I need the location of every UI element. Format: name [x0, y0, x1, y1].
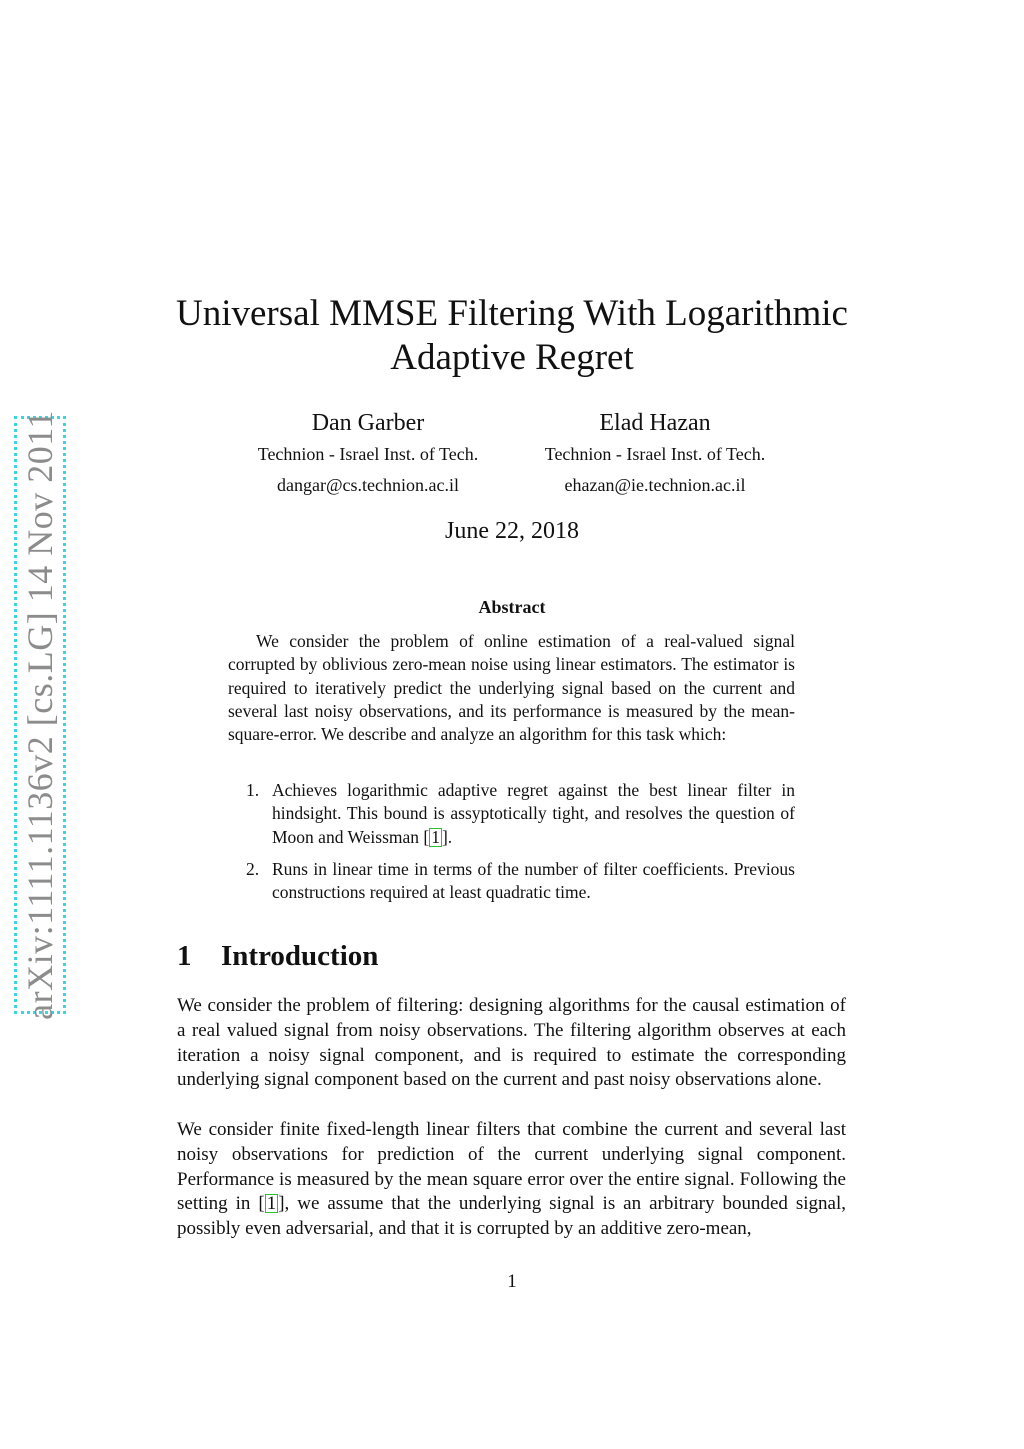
- paper-title: [0, 292, 1024, 380]
- intro-paragraph-2: [177, 1118, 846, 1242]
- abstract-list: [228, 779, 795, 913]
- list-item: [228, 858, 795, 905]
- author-block: [505, 408, 805, 496]
- title-line-1: Universal MMSE Filtering With Logarithmic: [176, 293, 848, 334]
- list-item-text: Runs in linear time in terms of the number of filter coefficients. Previous constructions required at least quadratic time.: [272, 858, 795, 903]
- author-email[interactable]: ehazan@ie.technion.ac.il: [564, 475, 746, 495]
- author-affiliation: Technion - Israel Inst. of Tech.: [544, 444, 766, 464]
- citation-link[interactable]: 1: [431, 826, 440, 847]
- author-name: Dan Garber: [311, 410, 425, 436]
- list-item: [228, 779, 795, 849]
- arxiv-identifier[interactable]: arXiv:1111.1136v2 [cs.LG] 14 Nov 2011: [20, 410, 60, 1020]
- list-number: 1.: [246, 780, 260, 800]
- list-item-text: Achieves logarithmic adaptive regret against the best linear filter in hindsight. This bound is assyptotically tight, and resolves the question of Moon and Weissman [: [272, 780, 795, 847]
- paper-date: June 22, 2018: [445, 518, 579, 544]
- section-title: Introduction: [221, 940, 379, 972]
- title-line-2: Adaptive Regret: [390, 337, 634, 378]
- page-number: 1: [507, 1271, 517, 1292]
- abstract-heading: Abstract: [478, 597, 546, 617]
- paragraph-text-end: ], we assume that the underlying signal is an arbitrary bounded signal, possibly even adversarial, and that it is corrupted by an additive zero-mean,: [177, 1193, 846, 1240]
- citation-link[interactable]: 1: [266, 1193, 277, 1215]
- paragraph-text: We consider finite fixed-length linear filters that combine the current and several last noisy observations for prediction of the current underlying signal component. Performance is measured by the mean square error over the entire signal. Following the setting in [: [177, 1119, 846, 1215]
- author-affiliation: Technion - Israel Inst. of Tech.: [257, 444, 479, 464]
- list-number: 2.: [246, 858, 260, 879]
- list-item-text-end: ].: [441, 826, 453, 847]
- intro-paragraph-1: We consider the problem of filtering: designing algorithms for the causal estimation of a real valued signal from noisy observations. The filtering algorithm observes at each iteration a noisy signal component, and is required to estimate the corresponding underlying signal component based on the current and past noisy observations alone.: [177, 995, 846, 1091]
- section-heading: [177, 940, 378, 973]
- author-block: [218, 408, 518, 496]
- author-email[interactable]: dangar@cs.technion.ac.il: [276, 475, 459, 495]
- author-name: Elad Hazan: [599, 410, 711, 436]
- section-number: 1: [177, 940, 192, 972]
- abstract-text: We consider the problem of online estimation of a real-valued signal corrupted by oblivious zero-mean noise using linear estimators. The estimator is required to iteratively predict the underlying signal based on the current and several last noisy observations, and its performance is measured by the mean-square-error. We describe and analyze an algorithm for this task which:: [228, 631, 795, 745]
